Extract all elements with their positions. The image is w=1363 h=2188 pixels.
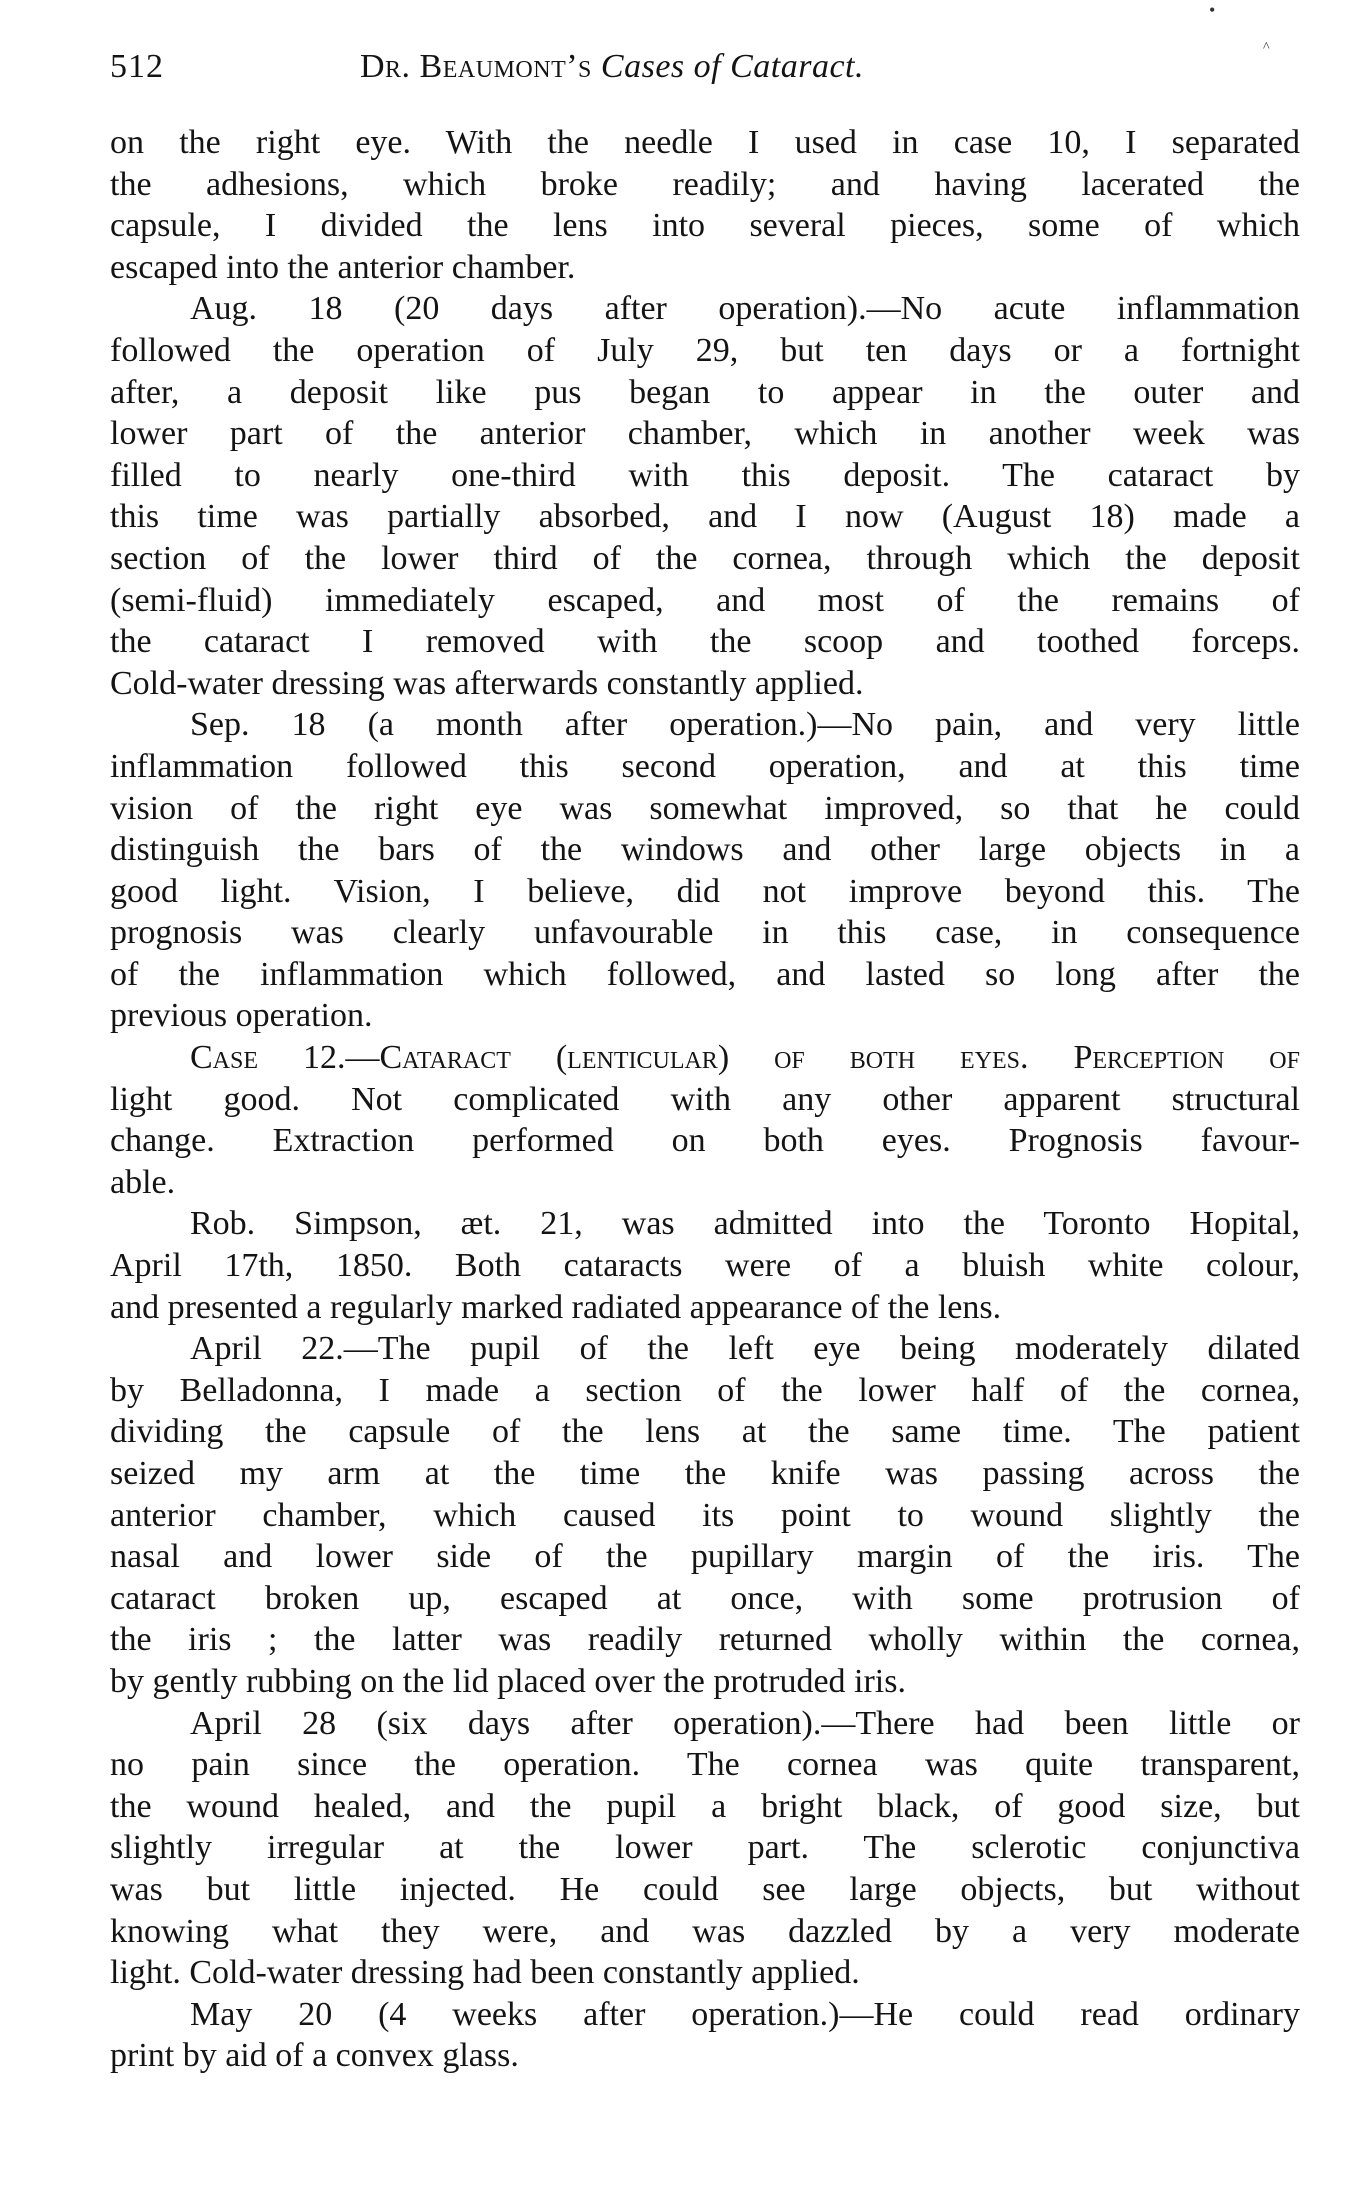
text-line: May 20 (4 weeks after operation.)—He could read ordinary bbox=[190, 1995, 1300, 2033]
text-line: capsule, I divided the lens into several pieces, some of which bbox=[110, 207, 1300, 245]
text-line: distinguish the bars of the windows and other large objects in a bbox=[110, 831, 1300, 869]
text-line: Sep. 18 (a month after operation.)—No pain, and very little bbox=[190, 706, 1300, 744]
text-line: (semi-fluid) immediately escaped, and most of the remains of bbox=[110, 581, 1300, 619]
running-title-author: Dr. Beaumont’s bbox=[360, 48, 592, 85]
text-line: the wound healed, and the pupil a bright black, of good size, but bbox=[110, 1787, 1300, 1825]
text-line: filled to nearly one-third with this deposit. The cataract by bbox=[110, 456, 1300, 494]
text-line: print by aid of a convex glass. bbox=[110, 2037, 519, 2075]
text-line: this time was partially absorbed, and I now (August 18) made a bbox=[110, 498, 1300, 536]
text-line: vision of the right eye was somewhat improved, so that he could bbox=[110, 789, 1300, 827]
text-line: the cataract I removed with the scoop and toothed forceps. bbox=[110, 623, 1300, 661]
text-line: April 22.—The pupil of the left eye being moderately dilated bbox=[190, 1330, 1300, 1368]
page-number: 512 bbox=[110, 48, 164, 85]
text-line: Aug. 18 (20 days after operation).—No acute inflammation bbox=[190, 290, 1300, 328]
text-line: previous operation. bbox=[110, 997, 373, 1035]
text-line: change. Extraction performed on both eyes. Prognosis favour- bbox=[110, 1122, 1300, 1160]
ink-dot-mark: • bbox=[1209, 0, 1216, 20]
text-line: followed the operation of July 29, but ten days or a fortnight bbox=[110, 331, 1300, 369]
text-line: seized my arm at the time the knife was passing across the bbox=[110, 1455, 1300, 1492]
text-line: the iris ; the latter was readily returned wholly within the cornea, bbox=[110, 1621, 1300, 1659]
text-line: was but little injected. He could see large objects, but without bbox=[110, 1870, 1300, 1908]
text-line: Cold-water dressing was afterwards constantly applied. bbox=[110, 664, 864, 702]
text-line: anterior chamber, which caused its point to wound slightly the bbox=[110, 1496, 1300, 1534]
case-heading-line: Case 12.—Cataract (lenticular) of both eyes. Perception of bbox=[190, 1039, 1300, 1077]
text-line: Rob. Simpson, æt. 21, was admitted into the Toronto Hopital, bbox=[190, 1205, 1300, 1243]
running-title bbox=[360, 48, 864, 86]
body-text bbox=[110, 122, 1300, 2077]
text-line: section of the lower third of the cornea, through which the deposit bbox=[110, 539, 1300, 577]
running-title-italic: Cases of Cataract. bbox=[600, 48, 864, 85]
text-line: by gently rubbing on the lid placed over the protruded iris. bbox=[110, 1662, 906, 1700]
text-line: dividing the capsule of the lens at the same time. The patient bbox=[110, 1413, 1300, 1451]
text-line: nasal and lower side of the pupillary margin of the iris. The bbox=[110, 1538, 1300, 1576]
text-line: of the inflammation which followed, and lasted so long after the bbox=[110, 955, 1300, 993]
text-line: the adhesions, which broke readily; and having lacerated the bbox=[110, 165, 1300, 203]
text-line: able. bbox=[110, 1163, 176, 1201]
text-line: and presented a regularly marked radiated appearance of the lens. bbox=[110, 1288, 1002, 1326]
text-line: April 17th, 1850. Both cataracts were of a bluish white colour, bbox=[110, 1247, 1300, 1285]
text-line: knowing what they were, and was dazzled by a very moderate bbox=[110, 1912, 1300, 1950]
text-line: April 28 (six days after operation).—There had been little or bbox=[190, 1704, 1300, 1742]
text-line: prognosis was clearly unfavourable in this case, in consequence bbox=[110, 914, 1300, 952]
text-line: light. Cold-water dressing had been constantly applied. bbox=[110, 1954, 860, 1992]
text-line: inflammation followed this second operation, and at this time bbox=[110, 747, 1300, 785]
text-line: on the right eye. With the needle I used in case 10, I separated bbox=[110, 124, 1300, 161]
text-line: cataract broken up, escaped at once, with some protrusion of bbox=[110, 1579, 1300, 1617]
text-line: light good. Not complicated with any other apparent structural bbox=[110, 1080, 1300, 1118]
text-line: after, a deposit like pus began to appear in the outer and bbox=[110, 373, 1300, 411]
text-line: escaped into the anterior chamber. bbox=[110, 248, 576, 286]
ink-caret-mark: ^ bbox=[1263, 40, 1270, 55]
text-line: by Belladonna, I made a section of the lower half of the cornea, bbox=[110, 1371, 1300, 1409]
page-header bbox=[110, 48, 1310, 98]
text-line: no pain since the operation. The cornea was quite transparent, bbox=[110, 1746, 1300, 1784]
text-line: good light. Vision, I believe, did not improve beyond this. The bbox=[110, 872, 1300, 910]
text-line: lower part of the anterior chamber, which in another week was bbox=[110, 415, 1300, 453]
text-line: slightly irregular at the lower part. The sclerotic conjunctiva bbox=[110, 1829, 1300, 1867]
